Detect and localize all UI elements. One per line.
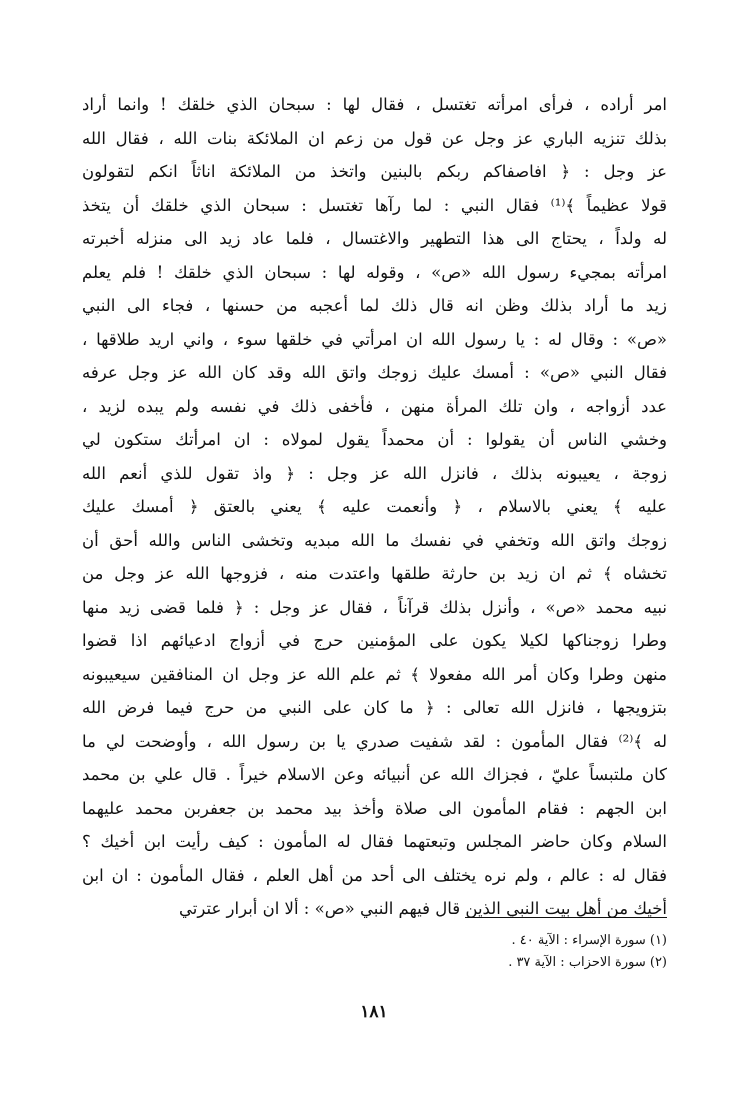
- text-line: فقال له : عالم ، ولم نره يختلف الى أحد من أهل العلم ، فقال المأمون : ان ابن: [82, 865, 667, 885]
- text-line: «ص» : وقال له : يا رسول الله ان امرأتي في خلقها سوء ، واني اريد طلاقها ،: [82, 329, 667, 349]
- footnotes: [82, 930, 667, 974]
- text-line: نبيه محمد «ص» ، وأنزل بذلك قرآناً ، فقال عز وجل : ﴿ فلما قضى زيد منها: [82, 597, 667, 617]
- text-line: بتزويجها ، فانزل الله تعالى : ﴿ ما كان على النبي من حرج فيما فرض الله: [82, 698, 667, 717]
- footnote-item: (٢) سورة الاحزاب : الآية ٣٧ .: [508, 955, 667, 970]
- text-line: وخشي الناس أن يقولوا : أن محمداً يقول لمولاه : ان امرأتك ستكون لي: [82, 430, 667, 449]
- text-line: كان ملتبساً عليّ ، فجزاك الله عن أنبيائه وعن الاسلام خيراً . قال علي بن محمد: [82, 765, 667, 784]
- text-line: تخشاه ﴾ ثم ان زيد بن حارثة طلقها واعتدت منه ، فزوجها الله عز وجل من: [82, 564, 667, 583]
- text-line: عدد أزواجه ، وان تلك المرأة منهن ، فأخفى ذلك في نفسه ولم يبده لزيد ،: [82, 396, 667, 416]
- text-line: عز وجل : ﴿ افاصفاكم ربكم بالبنين واتخذ من الملائكة اناثاً انكم لتقولون: [82, 162, 667, 181]
- text-line: زيد ما أراد بذلك وظن انه قال ذلك لما أعجبه من حسنها ، فجاء الى النبي: [82, 296, 667, 315]
- text-line: منهن وطرا وكان أمر الله مفعولا ﴾ ثم علم الله عز وجل ان المنافقين سيعيبونه: [82, 664, 667, 684]
- text-line: أخيك من أهل بيت النبي الذين قال فيهم النبي «ص» : ألا ان أبرار عترتي: [179, 899, 667, 918]
- body-text: [82, 88, 667, 926]
- text-line: له ﴾⁽²⁾ فقال المأمون : لقد شفيت صدري يا بن رسول الله ، وأوضحت لي ما: [82, 731, 667, 751]
- text-line: فقال النبي «ص» : أمسك عليك زوجك واتق الله وقد كان الله عز وجل عرفه: [82, 363, 667, 382]
- footnote-item: (١) سورة الإسراء : الآية ٤٠ .: [511, 933, 667, 948]
- text-line: زوجك واتق الله وتخفي في نفسك ما الله مبديه وتخشى الناس والله أحق أن: [82, 530, 667, 550]
- text-line: امر أراده ، فرأى امرأته تغتسل ، فقال لها : سبحان الذي خلقك ! وانما أراد: [82, 95, 667, 114]
- text-line: السلام وكان حاضر المجلس وتبعتهما فقال له المأمون : كيف رأيت ابن أخيك ؟: [82, 832, 667, 851]
- text-line: له ولداً ، يحتاج الى هذا التطهير والاغتسال ، فلما عاد زيد الى منزله أخبرته: [82, 229, 667, 248]
- text-line: عليه ﴾ يعني بالاسلام ، ﴿ وأنعمت عليه ﴾ يعني بالعتق ﴿ أمسك عليك: [82, 497, 667, 516]
- text-line: زوجة ، يعيبونه بذلك ، فانزل الله عز وجل : ﴿ واذ تقول للذي أنعم الله: [82, 463, 667, 483]
- footnote-divider: [465, 917, 667, 918]
- text-line: امرأته بمجيء رسول الله «ص» ، وقوله لها : سبحان الذي خلقك ! فلم يعلم: [82, 262, 667, 282]
- page-number: ١٨١: [360, 1002, 388, 1022]
- text-line: وطرا زوجناكها لكيلا يكون على المؤمنين حرج في أزواج ادعيائهم اذا قضوا: [82, 631, 667, 650]
- text-line: ابن الجهم : فقام المأمون الى صلاة وأخذ بيد محمد بن جعفربن محمد عليهما: [82, 798, 667, 818]
- text-line: قولا عظيماً ﴾⁽¹⁾ فقال النبي : لما رآها تغتسل : سبحان الذي خلقك أن يتخذ: [82, 195, 667, 215]
- text-line: بذلك تنزيه الباري عز وجل عن قول من زعم ان الملائكة بنات الله ، فقال الله: [82, 128, 667, 148]
